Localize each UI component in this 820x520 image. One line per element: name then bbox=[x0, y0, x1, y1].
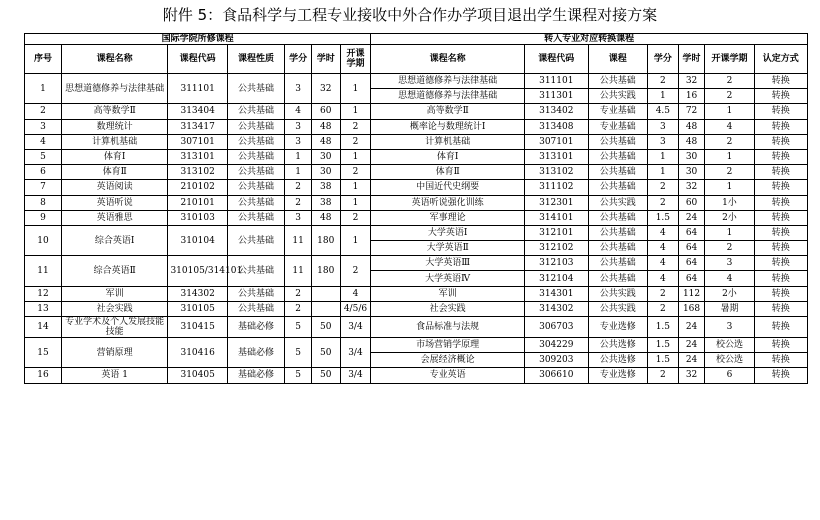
table-row bbox=[25, 210, 808, 225]
table-row bbox=[25, 195, 808, 210]
cell-l-seq: 13 bbox=[25, 301, 62, 316]
cell-r-code: 312301 bbox=[525, 195, 589, 210]
cell-r-method: 转换 bbox=[754, 225, 807, 240]
cell-r-method: 转换 bbox=[754, 74, 807, 89]
cell-r-hours: 30 bbox=[678, 165, 705, 180]
cell-l-seq: 10 bbox=[25, 225, 62, 255]
cell-r-term: 4 bbox=[705, 119, 754, 134]
cell-r-name: 大学英语Ⅱ bbox=[371, 241, 525, 256]
cell-l-nature: 公共基础 bbox=[227, 210, 284, 225]
cell-r-code: 314301 bbox=[525, 286, 589, 301]
cell-l-seq: 6 bbox=[25, 165, 62, 180]
cell-r-course: 公共基础 bbox=[588, 225, 647, 240]
cell-l-credit: 2 bbox=[285, 301, 312, 316]
col-credit-header: 学分 bbox=[285, 45, 312, 74]
cell-r-name: 英语听说强化训练 bbox=[371, 195, 525, 210]
cell-r-name: 军训 bbox=[371, 286, 525, 301]
cell-l-code: 313417 bbox=[168, 119, 227, 134]
cell-r-method: 转换 bbox=[754, 89, 807, 104]
table-row bbox=[25, 286, 808, 301]
cell-l-nature: 公共基础 bbox=[227, 195, 284, 210]
cell-r-hours: 24 bbox=[678, 210, 705, 225]
section-right-header: 转入专业对应转换课程 bbox=[371, 34, 808, 45]
col-code-header: 课程代码 bbox=[168, 45, 227, 74]
cell-l-nature: 公共基础 bbox=[227, 180, 284, 195]
cell-r-course: 公共实践 bbox=[588, 195, 647, 210]
cell-l-code: 310103 bbox=[168, 210, 227, 225]
section-left-header: 国际学院所修课程 bbox=[25, 34, 371, 45]
cell-r-term: 校公选 bbox=[705, 353, 754, 368]
cell-l-nature: 公共基础 bbox=[227, 149, 284, 164]
document-title: 附件 5：食品科学与工程专业接收中外合作办学项目退出学生课程对接方案 bbox=[162, 6, 658, 24]
col-r-course-header: 课程 bbox=[588, 45, 647, 74]
cell-r-method: 转换 bbox=[754, 368, 807, 383]
cell-r-code: 313101 bbox=[525, 149, 589, 164]
cell-r-method: 转换 bbox=[754, 180, 807, 195]
cell-r-course: 专业选修 bbox=[588, 368, 647, 383]
cell-l-credit: 2 bbox=[285, 286, 312, 301]
cell-l-term: 1 bbox=[340, 225, 371, 255]
cell-r-credit: 1 bbox=[647, 165, 678, 180]
cell-l-nature: 公共基础 bbox=[227, 74, 284, 104]
cell-r-method: 转换 bbox=[754, 286, 807, 301]
cell-r-course: 公共基础 bbox=[588, 149, 647, 164]
cell-l-code: 310415 bbox=[168, 317, 227, 338]
cell-r-term: 1小 bbox=[705, 195, 754, 210]
cell-l-credit: 11 bbox=[285, 256, 312, 286]
cell-r-name: 市场营销学原理 bbox=[371, 338, 525, 353]
cell-r-hours: 64 bbox=[678, 256, 705, 271]
cell-l-term: 2 bbox=[340, 256, 371, 286]
cell-r-hours: 24 bbox=[678, 317, 705, 338]
cell-r-term: 2 bbox=[705, 241, 754, 256]
cell-l-hours: 38 bbox=[311, 195, 340, 210]
cell-l-seq: 9 bbox=[25, 210, 62, 225]
cell-l-hours: 50 bbox=[311, 368, 340, 383]
cell-l-name: 专业学术及个人发展技能技能 bbox=[61, 317, 168, 338]
cell-l-seq: 8 bbox=[25, 195, 62, 210]
col-r-credit-header: 学分 bbox=[647, 45, 678, 74]
cell-r-term: 3 bbox=[705, 317, 754, 338]
cell-r-method: 转换 bbox=[754, 165, 807, 180]
cell-r-term: 暑期 bbox=[705, 301, 754, 316]
cell-r-hours: 60 bbox=[678, 195, 705, 210]
cell-r-credit: 4.5 bbox=[647, 104, 678, 119]
cell-l-nature: 基础必修 bbox=[227, 338, 284, 368]
cell-l-nature: 公共基础 bbox=[227, 256, 284, 286]
cell-l-name: 数理统计 bbox=[61, 119, 168, 134]
cell-l-term: 4 bbox=[340, 286, 371, 301]
cell-r-credit: 2 bbox=[647, 286, 678, 301]
cell-r-method: 转换 bbox=[754, 301, 807, 316]
cell-l-seq: 3 bbox=[25, 119, 62, 134]
cell-l-hours: 180 bbox=[311, 256, 340, 286]
table-row bbox=[25, 301, 808, 316]
cell-r-code: 312101 bbox=[525, 225, 589, 240]
cell-l-code: 310405 bbox=[168, 368, 227, 383]
cell-l-hours: 32 bbox=[311, 74, 340, 104]
cell-r-name: 中国近代史纲要 bbox=[371, 180, 525, 195]
cell-l-nature: 公共基础 bbox=[227, 286, 284, 301]
cell-l-seq: 1 bbox=[25, 74, 62, 104]
cell-r-credit: 2 bbox=[647, 301, 678, 316]
table-row bbox=[25, 134, 808, 149]
cell-r-credit: 2 bbox=[647, 195, 678, 210]
cell-l-code: 311101 bbox=[168, 74, 227, 104]
cell-r-term: 校公选 bbox=[705, 338, 754, 353]
cell-r-course: 公共实践 bbox=[588, 286, 647, 301]
cell-r-hours: 48 bbox=[678, 134, 705, 149]
cell-r-hours: 24 bbox=[678, 338, 705, 353]
cell-l-name: 综合英语Ⅱ bbox=[61, 256, 168, 286]
cell-r-term: 3 bbox=[705, 256, 754, 271]
cell-l-term: 3/4 bbox=[340, 338, 371, 368]
cell-l-seq: 4 bbox=[25, 134, 62, 149]
cell-l-code: 314302 bbox=[168, 286, 227, 301]
cell-l-hours: 48 bbox=[311, 119, 340, 134]
cell-r-credit: 4 bbox=[647, 256, 678, 271]
cell-l-name: 体育Ⅱ bbox=[61, 165, 168, 180]
cell-l-nature: 公共基础 bbox=[227, 225, 284, 255]
cell-l-code: 310105 bbox=[168, 301, 227, 316]
cell-r-course: 公共基础 bbox=[588, 271, 647, 286]
cell-r-course: 公共实践 bbox=[588, 301, 647, 316]
cell-r-name: 概率论与数理统计Ⅰ bbox=[371, 119, 525, 134]
cell-r-name: 军事理论 bbox=[371, 210, 525, 225]
cell-r-name: 大学英语Ⅳ bbox=[371, 271, 525, 286]
cell-r-method: 转换 bbox=[754, 195, 807, 210]
cell-l-code: 313102 bbox=[168, 165, 227, 180]
cell-r-term: 2 bbox=[705, 134, 754, 149]
cell-l-credit: 3 bbox=[285, 210, 312, 225]
cell-r-course: 公共基础 bbox=[588, 180, 647, 195]
col-r-method-header: 认定方式 bbox=[754, 45, 807, 74]
col-nature-header: 课程性质 bbox=[227, 45, 284, 74]
cell-l-name: 计算机基础 bbox=[61, 134, 168, 149]
cell-r-method: 转换 bbox=[754, 317, 807, 338]
cell-l-code: 310105/314101 bbox=[168, 256, 227, 286]
col-r-code-header: 课程代码 bbox=[525, 45, 589, 74]
cell-r-course: 公共选修 bbox=[588, 338, 647, 353]
cell-l-credit: 5 bbox=[285, 338, 312, 368]
table-row bbox=[25, 119, 808, 134]
cell-r-course: 专业基础 bbox=[588, 104, 647, 119]
cell-r-name: 计算机基础 bbox=[371, 134, 525, 149]
cell-r-hours: 24 bbox=[678, 353, 705, 368]
cell-r-code: 307101 bbox=[525, 134, 589, 149]
cell-l-name: 英语 1 bbox=[61, 368, 168, 383]
cell-r-code: 311102 bbox=[525, 180, 589, 195]
cell-l-name: 高等数学Ⅱ bbox=[61, 104, 168, 119]
col-r-term-header: 开课学期 bbox=[705, 45, 754, 74]
cell-r-term: 1 bbox=[705, 149, 754, 164]
cell-r-name: 体育Ⅰ bbox=[371, 149, 525, 164]
cell-l-seq: 14 bbox=[25, 317, 62, 338]
cell-l-hours: 180 bbox=[311, 225, 340, 255]
cell-r-method: 转换 bbox=[754, 210, 807, 225]
cell-l-term: 3/4 bbox=[340, 368, 371, 383]
cell-r-course: 公共基础 bbox=[588, 134, 647, 149]
col-name-header: 课程名称 bbox=[61, 45, 168, 74]
cell-l-seq: 2 bbox=[25, 104, 62, 119]
table-row bbox=[25, 104, 808, 119]
cell-r-hours: 16 bbox=[678, 89, 705, 104]
cell-r-name: 食品标准与法规 bbox=[371, 317, 525, 338]
cell-r-code: 311101 bbox=[525, 74, 589, 89]
cell-l-credit: 4 bbox=[285, 104, 312, 119]
cell-l-hours: 60 bbox=[311, 104, 340, 119]
cell-r-term: 2 bbox=[705, 89, 754, 104]
cell-r-hours: 48 bbox=[678, 119, 705, 134]
cell-r-code: 313102 bbox=[525, 165, 589, 180]
cell-l-term: 4/5/6 bbox=[340, 301, 371, 316]
cell-l-credit: 3 bbox=[285, 119, 312, 134]
cell-r-name: 社会实践 bbox=[371, 301, 525, 316]
cell-r-credit: 1 bbox=[647, 89, 678, 104]
cell-l-seq: 16 bbox=[25, 368, 62, 383]
cell-r-term: 1 bbox=[705, 180, 754, 195]
cell-r-credit: 2 bbox=[647, 74, 678, 89]
cell-r-credit: 1.5 bbox=[647, 210, 678, 225]
table-row bbox=[25, 225, 808, 240]
cell-l-seq: 5 bbox=[25, 149, 62, 164]
cell-r-code: 311301 bbox=[525, 89, 589, 104]
cell-l-term: 2 bbox=[340, 165, 371, 180]
cell-l-credit: 3 bbox=[285, 134, 312, 149]
cell-l-credit: 3 bbox=[285, 74, 312, 104]
cell-r-credit: 1.5 bbox=[647, 353, 678, 368]
col-r-hours-header: 学时 bbox=[678, 45, 705, 74]
cell-r-method: 转换 bbox=[754, 271, 807, 286]
cell-r-credit: 1.5 bbox=[647, 338, 678, 353]
cell-l-hours: 38 bbox=[311, 180, 340, 195]
cell-l-code: 210102 bbox=[168, 180, 227, 195]
cell-r-code: 312103 bbox=[525, 256, 589, 271]
cell-l-credit: 5 bbox=[285, 317, 312, 338]
cell-r-term: 2小 bbox=[705, 286, 754, 301]
cell-r-method: 转换 bbox=[754, 119, 807, 134]
cell-r-hours: 168 bbox=[678, 301, 705, 316]
cell-r-course: 公共基础 bbox=[588, 256, 647, 271]
cell-r-code: 309203 bbox=[525, 353, 589, 368]
cell-r-term: 4 bbox=[705, 271, 754, 286]
cell-l-term: 3/4 bbox=[340, 317, 371, 338]
cell-l-nature: 公共基础 bbox=[227, 165, 284, 180]
cell-l-hours bbox=[311, 286, 340, 301]
cell-r-method: 转换 bbox=[754, 256, 807, 271]
table-row bbox=[25, 180, 808, 195]
cell-l-code: 307101 bbox=[168, 134, 227, 149]
cell-l-nature: 公共基础 bbox=[227, 119, 284, 134]
cell-l-hours: 50 bbox=[311, 317, 340, 338]
col-term-header: 开课学期 bbox=[340, 45, 371, 74]
cell-l-credit: 1 bbox=[285, 165, 312, 180]
cell-r-credit: 4 bbox=[647, 271, 678, 286]
cell-l-credit: 5 bbox=[285, 368, 312, 383]
table-row bbox=[25, 338, 808, 353]
cell-l-term: 2 bbox=[340, 119, 371, 134]
cell-r-credit: 3 bbox=[647, 134, 678, 149]
cell-r-code: 312102 bbox=[525, 241, 589, 256]
cell-r-credit: 3 bbox=[647, 119, 678, 134]
cell-r-name: 会展经济概论 bbox=[371, 353, 525, 368]
cell-r-hours: 32 bbox=[678, 180, 705, 195]
cell-r-term: 6 bbox=[705, 368, 754, 383]
cell-r-term: 2 bbox=[705, 165, 754, 180]
cell-l-code: 313404 bbox=[168, 104, 227, 119]
cell-r-credit: 4 bbox=[647, 241, 678, 256]
cell-r-hours: 32 bbox=[678, 368, 705, 383]
cell-r-credit: 4 bbox=[647, 225, 678, 240]
cell-l-credit: 11 bbox=[285, 225, 312, 255]
cell-r-method: 转换 bbox=[754, 134, 807, 149]
course-mapping-table bbox=[24, 33, 808, 384]
cell-r-method: 转换 bbox=[754, 104, 807, 119]
cell-l-name: 体育Ⅰ bbox=[61, 149, 168, 164]
cell-r-course: 公共基础 bbox=[588, 210, 647, 225]
cell-l-credit: 2 bbox=[285, 180, 312, 195]
cell-r-credit: 2 bbox=[647, 180, 678, 195]
cell-r-hours: 64 bbox=[678, 241, 705, 256]
table-row bbox=[25, 368, 808, 383]
cell-r-course: 公共实践 bbox=[588, 89, 647, 104]
col-seq-header: 序号 bbox=[25, 45, 62, 74]
cell-l-hours: 30 bbox=[311, 165, 340, 180]
cell-l-term: 2 bbox=[340, 210, 371, 225]
cell-l-nature: 公共基础 bbox=[227, 134, 284, 149]
cell-r-name: 思想道德修养与法律基础 bbox=[371, 74, 525, 89]
cell-r-course: 公共基础 bbox=[588, 74, 647, 89]
cell-r-method: 转换 bbox=[754, 241, 807, 256]
cell-r-term: 2小 bbox=[705, 210, 754, 225]
cell-l-name: 英语阅读 bbox=[61, 180, 168, 195]
cell-l-name: 英语雅思 bbox=[61, 210, 168, 225]
cell-l-seq: 11 bbox=[25, 256, 62, 286]
cell-r-hours: 112 bbox=[678, 286, 705, 301]
cell-l-name: 社会实践 bbox=[61, 301, 168, 316]
cell-r-course: 公共基础 bbox=[588, 241, 647, 256]
cell-r-credit: 2 bbox=[647, 368, 678, 383]
cell-l-code: 310416 bbox=[168, 338, 227, 368]
cell-r-name: 大学英语Ⅰ bbox=[371, 225, 525, 240]
cell-l-credit: 1 bbox=[285, 149, 312, 164]
cell-r-code: 314302 bbox=[525, 301, 589, 316]
cell-r-course: 专业选修 bbox=[588, 317, 647, 338]
cell-l-nature: 基础必修 bbox=[227, 368, 284, 383]
cell-l-seq: 15 bbox=[25, 338, 62, 368]
cell-l-name: 综合英语Ⅰ bbox=[61, 225, 168, 255]
cell-r-code: 313408 bbox=[525, 119, 589, 134]
cell-l-nature: 基础必修 bbox=[227, 317, 284, 338]
cell-r-code: 313402 bbox=[525, 104, 589, 119]
cell-r-hours: 32 bbox=[678, 74, 705, 89]
table-row bbox=[25, 74, 808, 89]
cell-l-term: 1 bbox=[340, 104, 371, 119]
cell-l-hours: 48 bbox=[311, 210, 340, 225]
cell-r-method: 转换 bbox=[754, 353, 807, 368]
cell-r-credit: 1 bbox=[647, 149, 678, 164]
cell-l-name: 军训 bbox=[61, 286, 168, 301]
cell-l-term: 1 bbox=[340, 74, 371, 104]
cell-l-seq: 7 bbox=[25, 180, 62, 195]
cell-r-credit: 1.5 bbox=[647, 317, 678, 338]
cell-r-hours: 64 bbox=[678, 225, 705, 240]
cell-r-term: 1 bbox=[705, 104, 754, 119]
cell-l-hours: 30 bbox=[311, 149, 340, 164]
cell-l-term: 1 bbox=[340, 149, 371, 164]
table-body bbox=[25, 74, 808, 384]
table-row bbox=[25, 317, 808, 338]
cell-r-name: 高等数学Ⅱ bbox=[371, 104, 525, 119]
cell-l-term: 2 bbox=[340, 134, 371, 149]
cell-r-code: 306610 bbox=[525, 368, 589, 383]
cell-r-name: 体育Ⅱ bbox=[371, 165, 525, 180]
cell-r-term: 2 bbox=[705, 74, 754, 89]
cell-l-seq: 12 bbox=[25, 286, 62, 301]
cell-l-name: 思想道德修养与法律基础 bbox=[61, 74, 168, 104]
cell-l-credit: 2 bbox=[285, 195, 312, 210]
cell-l-name: 营销原理 bbox=[61, 338, 168, 368]
cell-r-name: 思想道德修养与法律基础 bbox=[371, 89, 525, 104]
cell-r-code: 306703 bbox=[525, 317, 589, 338]
cell-r-course: 公共选修 bbox=[588, 353, 647, 368]
cell-l-term: 1 bbox=[340, 195, 371, 210]
cell-r-hours: 72 bbox=[678, 104, 705, 119]
cell-r-method: 转换 bbox=[754, 149, 807, 164]
cell-r-method: 转换 bbox=[754, 338, 807, 353]
cell-r-code: 304229 bbox=[525, 338, 589, 353]
col-r-name-header: 课程名称 bbox=[371, 45, 525, 74]
col-hours-header: 学时 bbox=[311, 45, 340, 74]
cell-r-name: 专业英语 bbox=[371, 368, 525, 383]
cell-l-hours bbox=[311, 301, 340, 316]
cell-r-course: 公共基础 bbox=[588, 165, 647, 180]
cell-r-code: 314101 bbox=[525, 210, 589, 225]
cell-r-code: 312104 bbox=[525, 271, 589, 286]
cell-r-hours: 64 bbox=[678, 271, 705, 286]
cell-r-name: 大学英语Ⅲ bbox=[371, 256, 525, 271]
table-row bbox=[25, 165, 808, 180]
cell-l-nature: 公共基础 bbox=[227, 301, 284, 316]
cell-l-hours: 50 bbox=[311, 338, 340, 368]
cell-l-name: 英语听说 bbox=[61, 195, 168, 210]
cell-l-code: 210101 bbox=[168, 195, 227, 210]
table-row bbox=[25, 256, 808, 271]
cell-l-code: 313101 bbox=[168, 149, 227, 164]
cell-l-term: 1 bbox=[340, 180, 371, 195]
cell-r-hours: 30 bbox=[678, 149, 705, 164]
cell-r-course: 专业基础 bbox=[588, 119, 647, 134]
cell-l-code: 310104 bbox=[168, 225, 227, 255]
cell-r-term: 1 bbox=[705, 225, 754, 240]
cell-l-hours: 48 bbox=[311, 134, 340, 149]
table-row bbox=[25, 149, 808, 164]
cell-l-nature: 公共基础 bbox=[227, 104, 284, 119]
